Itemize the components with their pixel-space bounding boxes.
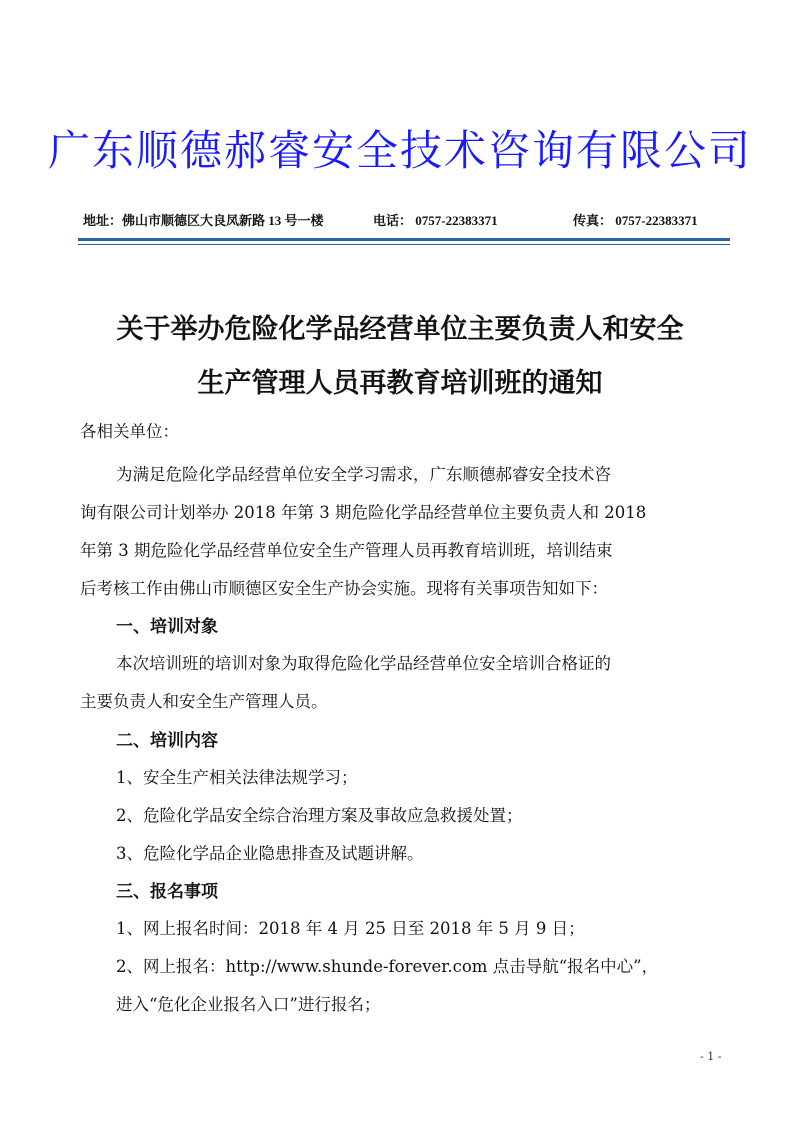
section2-item: 2、危险化学品安全综合治理方案及事故应急救援处置； (116, 806, 523, 825)
phone-text: 电话： 0757-22383371 (373, 213, 498, 228)
section-heading-3: 三、报名事项 (116, 882, 218, 902)
header-divider-thick (78, 238, 730, 241)
intro-line: 为满足危险化学品经营单位安全学习需求，广东顺德郝睿安全技术咨 (116, 465, 611, 484)
section2-item: 1、安全生产相关法律法规学习； (116, 768, 358, 787)
section3-item: 1、网上报名时间：2018 年 4 月 25 日至 2018 年 5 月 9 日； (116, 919, 585, 938)
section2-item: 3、危险化学品企业隐患排查及试题讲解。 (116, 844, 424, 863)
section-heading-1: 一、培训对象 (116, 617, 218, 637)
fax-text: 传真： 0757-22383371 (573, 213, 698, 228)
company-name: 广东顺德郝睿安全技术咨询有限公司 (47, 126, 752, 175)
notice-title-line-2: 生产管理人员再教育培训班的通知 (197, 368, 603, 399)
notice-title-line-1: 关于举办危险化学品经营单位主要负责人和安全 (116, 314, 684, 345)
intro-line: 年第 3 期危险化学品经营单位安全生产管理人员再教育培训班，培训结束 (80, 541, 613, 560)
page-number: - 1 - (700, 1050, 722, 1063)
section3-item: 进入“危化企业报名入口”进行报名； (116, 995, 381, 1014)
contact-line (83, 210, 698, 229)
section1-line: 本次培训班的培训对象为取得危险化学品经营单位安全培训合格证的 (116, 654, 611, 673)
header-divider-thin (78, 244, 730, 245)
intro-line: 询有限公司计划举办 2018 年第 3 期危险化学品经营单位主要负责人和 2018 (80, 503, 647, 522)
intro-line: 后考核工作由佛山市顺德区安全生产协会实施。现将有关事项告知如下： (80, 579, 608, 598)
address-text: 地址：佛山市顺德区大良凤新路 13 号一楼 (83, 213, 324, 228)
section3-item: 2、网上报名：http://www.shunde-forever.com 点击导航“报名中心”， (116, 957, 659, 976)
section-heading-2: 二、培训内容 (116, 731, 218, 751)
section1-line: 主要负责人和安全生产管理人员。 (80, 692, 328, 711)
salutation: 各相关单位： (80, 422, 179, 441)
